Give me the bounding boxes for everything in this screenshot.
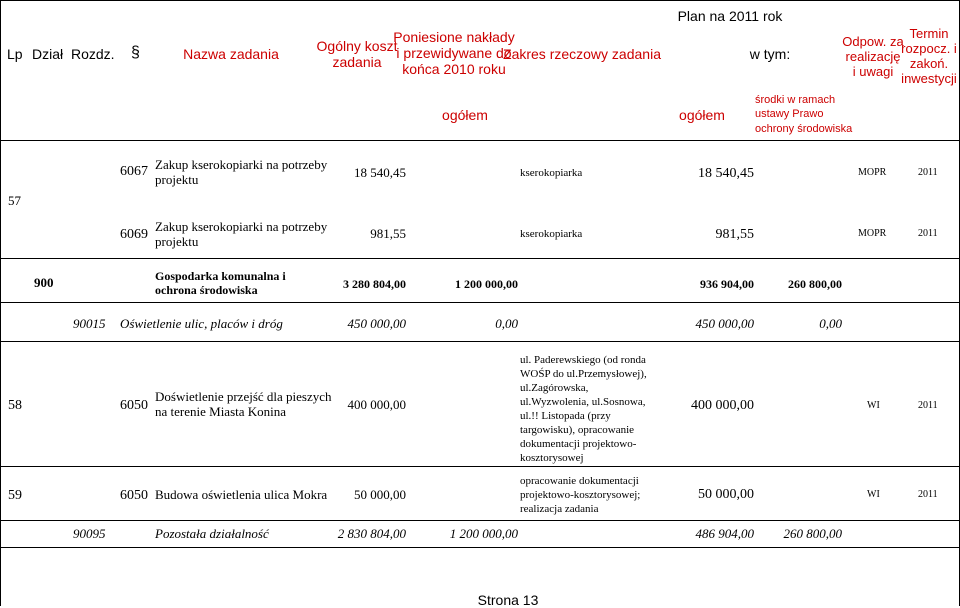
header-odpowiedzialny: Odpow. za realizację i uwagi (842, 34, 904, 79)
row-ogolem: 936 904,00 (700, 277, 754, 291)
row-ogolem: 981,55 (715, 227, 754, 242)
row-termin: 2011 (918, 167, 938, 178)
row-lp: 59 (8, 488, 22, 503)
row-dzial: 900 (34, 275, 54, 290)
row-koszt: 3 280 804,00 (343, 277, 406, 291)
row-nazwa: Doświetlenie przejść dla pieszych na terenie Miasta Konina (155, 389, 332, 419)
row-nazwa: Pozostała działalność (155, 526, 269, 541)
row-zakres: kserokopiarka (520, 167, 583, 179)
row-paragraf: 6069 (120, 227, 148, 242)
header-ogolny-koszt: Ogólny koszt zadania (316, 38, 398, 71)
row-zakres: ul. Paderewskiego (od ronda WOŚP do ul.Przemysłowej), ul.Zagórowska, ul.Wyzwolenia, ul.Sosnowa, ul.!! Listopada (przy targowisku), opracowanie dokumentacji projektowo- kosztorysowej (520, 354, 647, 464)
row-odpowiedzialny: MOPR (858, 228, 887, 239)
header-paragraf: § (131, 44, 140, 61)
header-ogolem-2: ogółem (679, 107, 725, 123)
row-poniesione: 1 200 000,00 (449, 526, 518, 541)
row-koszt: 400 000,00 (347, 397, 406, 412)
row-odpowiedzialny: MOPR (858, 167, 887, 178)
row-ogolem: 450 000,00 (695, 316, 754, 331)
row-zakres: kserokopiarka (520, 228, 583, 240)
row-rozdzial: 90095 (73, 526, 106, 541)
row-zakres: opracowanie dokumentacji projektowo-kosztorysowej; realizacja zadania (520, 475, 641, 515)
table-bottom-border (0, 547, 960, 548)
row-nazwa: Oświetlenie ulic, placów i dróg (120, 316, 283, 331)
row-termin: 2011 (918, 489, 938, 500)
row-termin: 2011 (918, 400, 938, 411)
row-koszt: 981,55 (370, 226, 406, 241)
row-odpowiedzialny: WI (867, 489, 880, 500)
header-srodki-ochrony: środki w ramach ustawy Prawo ochrony środowiska (755, 94, 853, 135)
row-divider (0, 302, 960, 303)
header-termin: Termin rozpocz. i zakoń. inwestycji (901, 26, 957, 86)
row-nazwa: Budowa oświetlenia ulica Mokra (155, 487, 328, 502)
header-ogolem-1: ogółem (442, 107, 488, 123)
row-odpowiedzialny: WI (867, 400, 880, 411)
header-poniesione-naklady: Poniesione nakłady i przewidywane do końca 2010 roku (393, 29, 515, 78)
row-divider (0, 520, 960, 521)
row-ogolem: 486 904,00 (695, 526, 754, 541)
row-ogolem: 50 000,00 (698, 487, 754, 502)
row-koszt: 2 830 804,00 (337, 526, 406, 541)
row-nazwa: Zakup kserokopiarki na potrzeby projektu (155, 219, 328, 249)
row-ogolem: 400 000,00 (691, 398, 754, 413)
row-poniesione: 1 200 000,00 (455, 277, 518, 291)
row-nazwa: Zakup kserokopiarki na potrzeby projektu (155, 157, 328, 187)
row-srodki: 260 800,00 (783, 526, 842, 541)
page-number: Strona 13 (477, 592, 539, 608)
row-paragraf: 6067 (120, 164, 148, 179)
row-poniesione: 0,00 (495, 316, 518, 331)
row-termin: 2011 (918, 228, 938, 239)
header-nazwa-zadania: Nazwa zadania (183, 46, 279, 62)
row-lp: 58 (8, 398, 22, 413)
row-paragraf: 6050 (120, 488, 148, 503)
row-ogolem: 18 540,45 (698, 166, 754, 181)
header-w-tym: w tym: (749, 46, 791, 62)
row-srodki: 260 800,00 (788, 277, 842, 291)
row-divider (0, 466, 960, 467)
header-rozdz: Rozdz. (71, 46, 115, 62)
row-paragraf: 6050 (120, 398, 148, 413)
table-top-border (0, 0, 960, 1)
row-divider (0, 341, 960, 342)
header-plan-2011: Plan na 2011 rok (677, 8, 783, 24)
row-koszt: 18 540,45 (354, 165, 406, 180)
row-koszt: 450 000,00 (347, 316, 406, 331)
header-bottom-border (0, 140, 960, 141)
header-dzial: Dział (32, 46, 64, 62)
header-lp: Lp (7, 46, 23, 62)
header-zakres-rzeczowy: Zakres rzeczowy zadania (503, 46, 661, 62)
row-koszt: 50 000,00 (354, 487, 406, 502)
row-lp: 57 (8, 193, 21, 208)
table-left-border (0, 0, 1, 606)
row-nazwa: Gospodarka komunalna i ochrona środowiska (155, 269, 286, 297)
row-srodki: 0,00 (819, 316, 842, 331)
row-rozdzial: 90015 (73, 316, 106, 331)
row-divider (0, 258, 960, 259)
